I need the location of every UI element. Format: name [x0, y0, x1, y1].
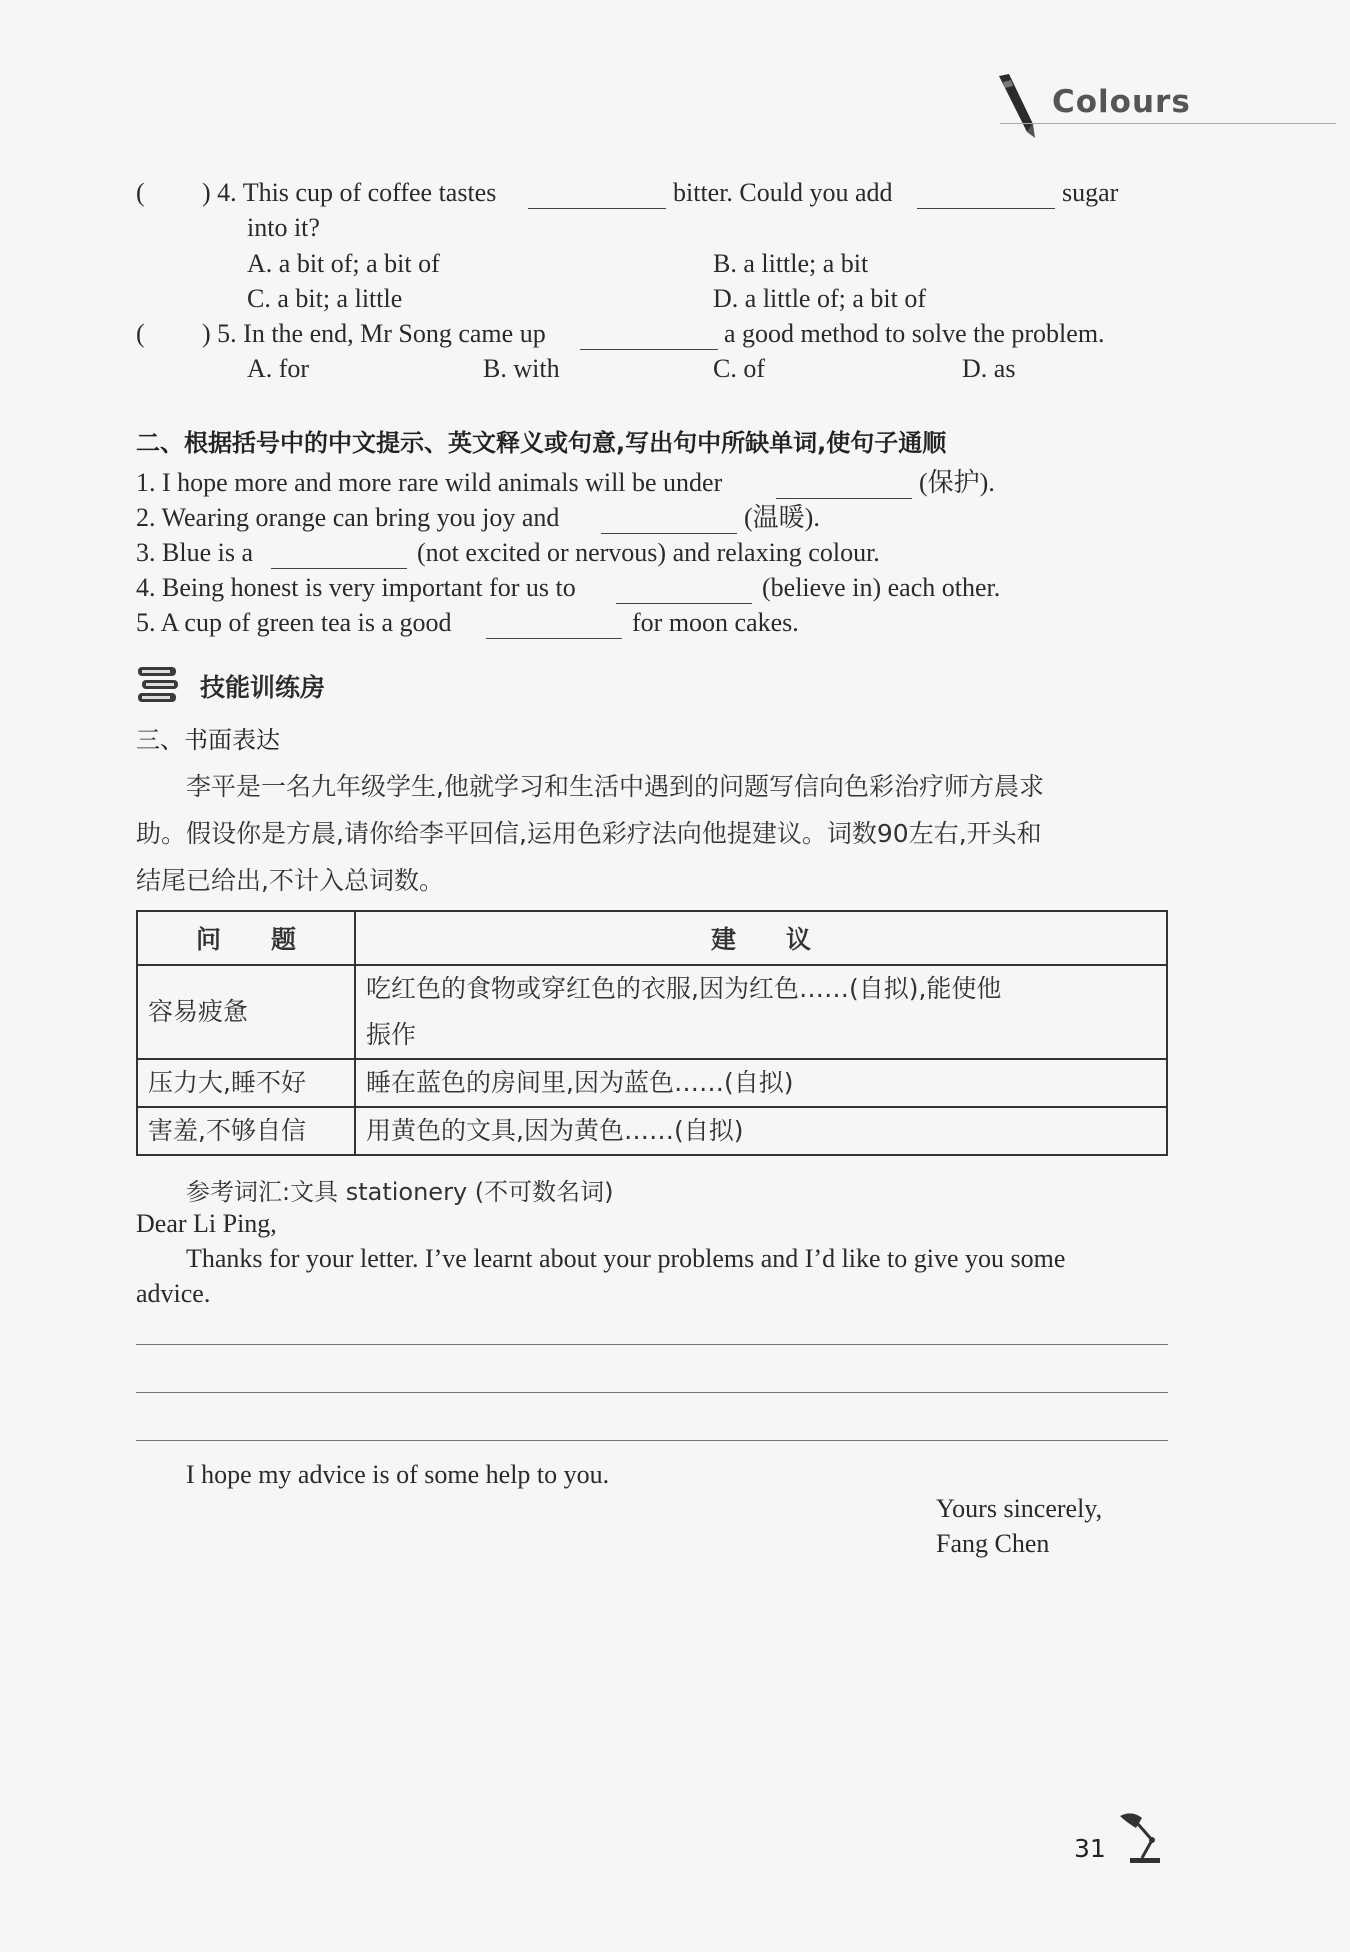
q5-end: a good method to solve the problem.	[724, 319, 1105, 348]
q5-option-d: D. as	[962, 354, 1016, 383]
unit-title: Colours	[1052, 84, 1191, 120]
book-stack-icon	[136, 663, 180, 707]
header-rule	[1000, 123, 1336, 124]
fill-item-2-blank[interactable]	[601, 507, 737, 534]
q4-mid: bitter. Could you add	[673, 178, 893, 207]
q4-option-b: B. a little; a bit	[713, 249, 869, 278]
fill-item-5-blank[interactable]	[486, 612, 622, 639]
problem-cell: 害羞,不够自信	[137, 1107, 355, 1155]
fill-item-4-blank[interactable]	[616, 577, 752, 604]
part2-title: 二、根据括号中的中文提示、英文释义或句意,写出句中所缺单词,使句子通顺	[136, 429, 947, 457]
writing-line[interactable]	[136, 1344, 1168, 1345]
letter-sign-off: Yours sincerely,	[936, 1494, 1103, 1523]
fill-item-3-pre: 3. Blue is a	[136, 538, 253, 567]
letter-greeting: Dear Li Ping,	[136, 1209, 277, 1238]
col-header-advice: 建 议	[355, 911, 1167, 965]
vocab-hint: 参考词汇:文具 stationery (不可数名词)	[186, 1178, 614, 1206]
fill-item-3-blank[interactable]	[271, 542, 407, 569]
q4-paren: (	[136, 178, 145, 207]
q5-paren: (	[136, 319, 145, 348]
q4-option-c: C. a bit; a little	[247, 284, 403, 313]
fill-item-2-post: (温暖).	[744, 503, 820, 532]
problem-cell: 压力大,睡不好	[137, 1059, 355, 1107]
q4-end: sugar	[1062, 178, 1119, 207]
fill-item-3-post: (not excited or nervous) and relaxing colour.	[417, 538, 880, 567]
col-header-problem: 问 题	[137, 911, 355, 965]
fill-item-5-post: for moon cakes.	[632, 608, 799, 637]
fill-item-5-pre: 5. A cup of green tea is a good	[136, 608, 452, 637]
q4-option-d: D. a little of; a bit of	[713, 284, 927, 313]
q4-option-a: A. a bit of; a bit of	[247, 249, 440, 278]
q5-option-a: A. for	[247, 354, 310, 383]
table-header-row	[137, 911, 1167, 965]
part3-intro-line2: 助。假设你是方晨,请你给李平回信,运用色彩疗法向他提建议。词数90左右,开头和	[136, 819, 1042, 848]
writing-line[interactable]	[136, 1440, 1168, 1441]
writing-line[interactable]	[136, 1392, 1168, 1393]
letter-signature: Fang Chen	[936, 1529, 1050, 1558]
part3-title: 三、书面表达	[136, 726, 280, 754]
fill-item-4-pre: 4. Being honest is very important for us to	[136, 573, 576, 602]
advice-cell	[355, 965, 1167, 1059]
letter-closing: I hope my advice is of some help to you.	[186, 1460, 610, 1489]
fill-item-4-post: (believe in) each other.	[762, 573, 1001, 602]
advice-line: 吃红色的食物或穿红色的衣服,因为红色……(自拟),能使他	[366, 974, 1002, 1003]
part3-intro-line3: 结尾已给出,不计入总词数。	[136, 866, 444, 895]
page-number: 31	[1074, 1834, 1106, 1863]
q4-line2: into it?	[247, 213, 320, 242]
table-row	[137, 965, 1167, 1059]
part3-intro-line1: 李平是一名九年级学生,他就学习和生活中遇到的问题写信向色彩治疗师方晨求	[186, 772, 1044, 801]
q5-option-c: C. of	[713, 354, 765, 383]
q4-blank-2[interactable]	[917, 182, 1055, 209]
table-row	[137, 1107, 1167, 1155]
pen-icon	[993, 72, 1039, 142]
desk-lamp-icon	[1112, 1808, 1172, 1868]
fill-item-1-pre: 1. I hope more and more rare wild animals will be under	[136, 468, 723, 497]
q5-stem: ) 5. In the end, Mr Song came up	[202, 319, 546, 348]
advice-cell: 睡在蓝色的房间里,因为蓝色……(自拟)	[355, 1059, 1167, 1107]
q5-blank[interactable]	[580, 323, 718, 350]
problem-cell: 容易疲惫	[137, 965, 355, 1059]
advice-table	[136, 910, 1168, 1156]
letter-body-line2: advice.	[136, 1279, 211, 1308]
fill-item-1-post: (保护).	[919, 468, 995, 497]
advice-cell: 用黄色的文具,因为黄色……(自拟)	[355, 1107, 1167, 1155]
q4-stem: ) 4. This cup of coffee tastes	[202, 178, 497, 207]
skill-title: 技能训练房	[200, 673, 326, 702]
letter-body-line1: Thanks for your letter. I’ve learnt about your problems and I’d like to give you some	[186, 1244, 1066, 1273]
q5-option-b: B. with	[483, 354, 560, 383]
advice-line: 振作	[366, 1020, 417, 1049]
q4-blank-1[interactable]	[528, 182, 666, 209]
fill-item-2-pre: 2. Wearing orange can bring you joy and	[136, 503, 560, 532]
fill-item-1-blank[interactable]	[776, 472, 912, 499]
table-row	[137, 1059, 1167, 1107]
